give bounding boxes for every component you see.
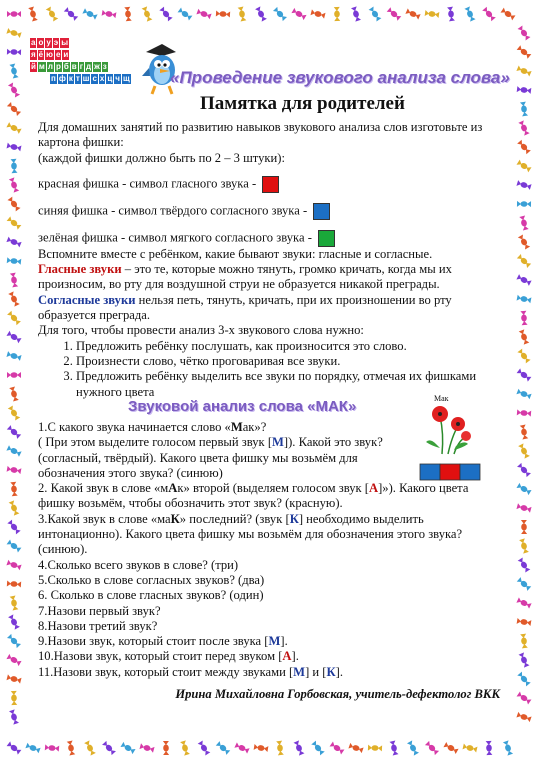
chip-blue-line xyxy=(38,203,500,220)
candy-icon xyxy=(516,160,531,173)
candy-icon xyxy=(7,49,21,55)
list-item: 2. Произнести слово, чётко проговаривая все звуки. xyxy=(76,354,500,369)
vowels-text: – это те, которые можно тянуть, громко кричать, когда мы их произносим, во рту для воздушной струи не образуется никакой преграды. xyxy=(38,262,452,292)
logo-letter: э xyxy=(53,38,59,47)
candy-icon xyxy=(10,482,17,497)
candy-icon xyxy=(294,740,305,755)
q1-text: 1.С какого звука начинается слово « xyxy=(38,420,231,434)
candy-icon xyxy=(517,577,532,591)
candy-icon xyxy=(390,741,399,756)
candy-icon xyxy=(163,741,169,755)
chip-red-text: красная фишка - символ гласного звука - xyxy=(38,176,257,191)
candy-icon xyxy=(486,741,493,755)
candy-icon xyxy=(517,86,532,94)
candy-icon xyxy=(351,6,361,21)
candy-icon xyxy=(291,8,306,20)
candy-icon xyxy=(7,581,21,588)
candy-icon xyxy=(9,386,19,401)
logo-letter: б xyxy=(63,62,69,71)
q1-note-text: ( При этом выделите голосом первый звук [ xyxy=(38,435,273,450)
remember-line: Вспомните вместе с ребёнком, какие бывают звуки: гласные и согласные. xyxy=(38,246,433,261)
q10-text: 10.Назови звук, который стоит перед звуком [ xyxy=(38,649,283,664)
candy-icon xyxy=(8,405,21,420)
chip-green-text: зелёная фишка - символ мягкого согласного звука - xyxy=(38,230,312,245)
q2-text-mid: к» второй (выделяем голосом звук [ xyxy=(177,481,369,496)
q3-sound: К xyxy=(170,511,180,526)
candy-icon xyxy=(334,7,340,21)
candy-icon xyxy=(159,7,172,22)
logo-letter: е xyxy=(55,50,61,59)
candy-icon xyxy=(6,28,21,38)
candy-icon xyxy=(518,443,530,458)
logo-letter: ы xyxy=(61,38,69,47)
candy-icon xyxy=(25,743,40,754)
candy-icon xyxy=(9,177,19,192)
candy-icon xyxy=(64,7,78,21)
consonants-term: Согласные звуки xyxy=(38,292,136,307)
logo-letter: и xyxy=(63,50,69,59)
candy-icon xyxy=(518,26,531,41)
green-chip xyxy=(318,230,335,247)
candy-icon xyxy=(520,634,528,649)
candy-icon xyxy=(45,744,59,751)
candy-icon xyxy=(517,618,532,626)
candy-icon xyxy=(67,741,76,756)
logo-letter: с xyxy=(92,74,97,83)
candy-icon xyxy=(6,122,21,134)
candy-icon xyxy=(516,712,531,722)
candy-icon xyxy=(518,120,529,135)
candy-icon xyxy=(7,11,21,17)
candy-icon xyxy=(10,596,19,611)
q10-text-end: ]. xyxy=(291,649,299,664)
logo-letter: ж xyxy=(94,62,100,71)
vowels-term: Гласные звуки xyxy=(38,262,122,277)
candy-icon xyxy=(517,692,532,705)
candy-icon xyxy=(464,6,475,21)
logo-letter: ф xyxy=(58,74,66,83)
logo-letter: ё xyxy=(38,50,44,59)
candy-icon xyxy=(11,159,18,173)
question-7: 7.Назови первый звук? xyxy=(38,603,161,618)
candy-icon xyxy=(517,201,531,207)
blue-chip xyxy=(313,203,330,220)
candy-icon xyxy=(7,539,22,552)
candy-icon xyxy=(7,520,20,535)
candy-icon xyxy=(8,291,20,306)
candy-icon xyxy=(10,273,18,288)
consonants-paragraph xyxy=(38,293,500,324)
candy-icon xyxy=(7,102,21,116)
candy-icon xyxy=(102,10,117,18)
candy-icon xyxy=(516,389,531,400)
candy-icon xyxy=(28,6,38,21)
candy-icon xyxy=(482,7,496,22)
candy-icon xyxy=(82,8,97,20)
q3-text-mid: » последний? (звук [ xyxy=(179,511,290,526)
candy-icon xyxy=(516,66,531,77)
logo-letter: т xyxy=(75,74,80,83)
candy-icon xyxy=(180,740,190,755)
logo-letter: п xyxy=(51,74,56,83)
candy-icon xyxy=(8,614,20,629)
candy-icon xyxy=(6,560,21,570)
candy-icon xyxy=(276,741,284,756)
logo-letter: у xyxy=(46,38,51,47)
chip-green-line xyxy=(38,230,500,247)
q9-sound: М xyxy=(268,634,281,649)
candy-icon xyxy=(516,274,531,286)
logo-letter: д xyxy=(86,62,92,71)
analysis-title: Звуковой анализ слова «МАК» xyxy=(128,398,357,415)
candy-icon xyxy=(7,372,21,378)
candy-icon xyxy=(9,500,20,515)
logo-letter: й xyxy=(31,62,36,71)
candy-icon xyxy=(516,483,531,495)
logo-letter: ц xyxy=(107,74,113,83)
candy-icon xyxy=(519,538,529,553)
candy-icon xyxy=(519,215,528,230)
candy-icon xyxy=(6,331,21,344)
candy-icon xyxy=(7,634,21,648)
candy-icon xyxy=(7,311,21,325)
candy-icon xyxy=(405,8,420,19)
question-3 xyxy=(38,512,500,558)
candy-icon xyxy=(254,744,269,752)
q1-sound: М xyxy=(230,420,243,434)
page-subtitle: Памятка для родителей xyxy=(200,93,405,114)
candy-icon xyxy=(124,7,131,22)
question-1 xyxy=(38,420,408,435)
candy-icon xyxy=(520,425,529,440)
logo-letter: к xyxy=(68,74,73,83)
candy-icon xyxy=(519,329,530,344)
candy-icon xyxy=(501,8,516,21)
q11-text-mid: ] и [ xyxy=(305,664,327,679)
candy-icon xyxy=(7,216,22,229)
candy-icon xyxy=(7,143,22,152)
chip-blue-text: синяя фишка - символ твёрдого согласного звука - xyxy=(38,203,308,218)
candy-icon xyxy=(7,197,20,212)
logo-letter: л xyxy=(47,62,53,71)
candy-icon xyxy=(518,234,530,249)
question-4: 4.Сколько всего звуков в слове? (три) xyxy=(38,557,239,572)
logo-letter: ю xyxy=(46,50,53,59)
candy-icon xyxy=(7,741,22,754)
q2-sound-mark: А xyxy=(368,481,379,496)
q11-sound-2: К xyxy=(326,664,336,679)
candy-icon xyxy=(139,743,154,752)
q9-text: 9.Назови звук, который стоит после звука [ xyxy=(38,634,269,649)
q11-sound-1: М xyxy=(293,664,306,679)
red-chip xyxy=(262,176,279,193)
candy-icon xyxy=(517,295,532,304)
candy-icon xyxy=(425,741,439,755)
candy-icon xyxy=(102,741,116,755)
candy-icon xyxy=(6,445,21,457)
q11-text: 11.Назови звук, который стоит между звуками [ xyxy=(38,664,294,679)
candy-icon xyxy=(516,503,531,512)
candy-icon xyxy=(517,254,531,268)
logo-letter: м xyxy=(38,62,45,71)
question-6: 6. Сколько в слове гласных звуков? (один) xyxy=(38,588,264,603)
candy-icon xyxy=(142,6,153,21)
candy-icon xyxy=(6,654,21,666)
question-1-note xyxy=(38,435,408,481)
candy-icon xyxy=(120,742,135,754)
author-signature: Ирина Михайловна Горбовская, учитель-дефектолог ВКК xyxy=(175,687,500,701)
steps-list xyxy=(38,339,500,400)
candy-icon xyxy=(311,741,324,756)
candy-icon xyxy=(7,425,21,439)
logo-letter: я xyxy=(31,50,36,59)
candy-icon xyxy=(216,741,231,755)
logo-letter: р xyxy=(55,62,61,71)
candy-icon xyxy=(518,557,531,572)
candy-icon xyxy=(6,351,21,361)
candy-icon xyxy=(503,740,513,755)
candy-icon xyxy=(387,7,402,21)
candy-icon xyxy=(46,6,59,21)
candy-icon xyxy=(407,740,419,755)
page-title: «Проведение звукового анализа слова» xyxy=(170,68,510,87)
q1-text-end: ак»? xyxy=(242,420,267,434)
q3-text: 3.Какой звук в слове «ма xyxy=(38,511,171,526)
candy-icon xyxy=(7,257,22,264)
q3-text-end: ] необходимо выделить интонационно). Какого цвета фишку мы возьмём для обозначения этого звука? (синюю). xyxy=(38,511,463,557)
logo-letter: ш xyxy=(82,74,90,83)
q3-sound-mark: К xyxy=(289,511,299,526)
candy-icon xyxy=(273,7,287,21)
question-8: 8.Назови третий звук? xyxy=(38,618,158,633)
question-9 xyxy=(38,634,500,649)
candy-icon xyxy=(517,672,530,687)
q10-sound: А xyxy=(282,649,292,664)
candy-icon xyxy=(425,10,440,18)
candy-icon xyxy=(216,11,230,18)
candy-icon xyxy=(9,709,19,724)
candy-icon xyxy=(517,368,532,381)
question-5: 5.Сколько в слове согласных звуков? (два) xyxy=(38,572,265,587)
candy-icon xyxy=(84,740,96,755)
candy-icon xyxy=(517,45,532,58)
vowels-paragraph xyxy=(38,262,500,293)
q9-text-end: ]. xyxy=(280,634,288,649)
candy-icon xyxy=(238,7,247,22)
candy-icon xyxy=(517,349,530,364)
chip-red-line xyxy=(38,176,500,193)
candy-icon xyxy=(330,742,345,755)
q2-text-end: ]»). Какого цвета фишку возьмём, чтобы обозначить этот звук? (красную). xyxy=(38,481,469,511)
candy-icon xyxy=(520,102,528,117)
intro-section xyxy=(38,120,500,400)
candy-icon xyxy=(517,409,531,416)
candy-icon xyxy=(519,652,530,667)
intro-paragraph: Для домашних занятий по развитию навыков звукового анализа слов изготовьте из картона фишки: xyxy=(38,120,483,150)
q2-text: 2. Какой звук в слове «м xyxy=(38,481,169,496)
candy-icon xyxy=(521,520,527,534)
poppy-label: Мак xyxy=(434,394,449,403)
candy-icon xyxy=(9,63,18,78)
candy-icon xyxy=(255,6,267,21)
logo-letter: х xyxy=(99,74,105,83)
candy-icon xyxy=(516,180,531,190)
logo-letter: щ xyxy=(122,74,130,83)
candy-icon xyxy=(178,7,193,20)
candy-icon xyxy=(443,742,458,754)
candy-icon xyxy=(520,311,527,325)
q11-text-end: ]. xyxy=(335,664,343,679)
list-item: 1. Предложить ребёнку послушать, как произносится это слово. xyxy=(76,339,500,354)
consonants-text: нельзя петь, тянуть, кричать, при их произношении во рту образуется преграда. xyxy=(38,292,452,323)
candy-icon xyxy=(369,7,382,22)
candy-icon xyxy=(198,740,211,755)
logo-letter: г xyxy=(79,62,84,71)
intro-note: (каждой фишки должно быть по 2 – 3 штуки): xyxy=(38,150,285,165)
candy-icon xyxy=(517,140,531,155)
logo-letter: о xyxy=(38,38,44,47)
logo-letter: а xyxy=(31,38,36,47)
question-2 xyxy=(38,481,500,512)
candy-icon xyxy=(447,7,455,22)
list-item: 3. Предложить ребёнку выделить все звуки по порядку, отмечая их фишками нужного цвета xyxy=(76,369,500,400)
logo-letter: в xyxy=(71,62,77,71)
candy-icon xyxy=(6,237,21,248)
steps-intro: Для того, чтобы провести анализ 3-х звукового слова нужно: xyxy=(38,323,364,338)
candy-icon xyxy=(6,674,21,683)
candy-icon xyxy=(516,597,531,608)
q1-note-sound: М xyxy=(272,435,284,450)
candy-icon xyxy=(463,744,478,753)
analysis-questions xyxy=(38,420,500,680)
logo-letter: з xyxy=(102,62,107,71)
candy-icon xyxy=(7,466,22,474)
candy-icon xyxy=(348,743,363,753)
candy-icon xyxy=(8,82,20,97)
candy-icon xyxy=(368,745,382,752)
candy-icon xyxy=(234,742,249,753)
question-11 xyxy=(38,665,500,680)
candy-icon xyxy=(310,9,325,18)
candy-icon xyxy=(196,9,211,19)
q1-note-end: ]). Какой это звук? (согласный, твёрдый). Какого цвета фишку мы возьмём для обозначения этого звука? (синюю) xyxy=(38,435,383,480)
question-10 xyxy=(38,649,500,664)
logo-letter: ч xyxy=(115,74,120,83)
candy-icon xyxy=(517,463,531,477)
q2-sound: А xyxy=(168,481,178,496)
